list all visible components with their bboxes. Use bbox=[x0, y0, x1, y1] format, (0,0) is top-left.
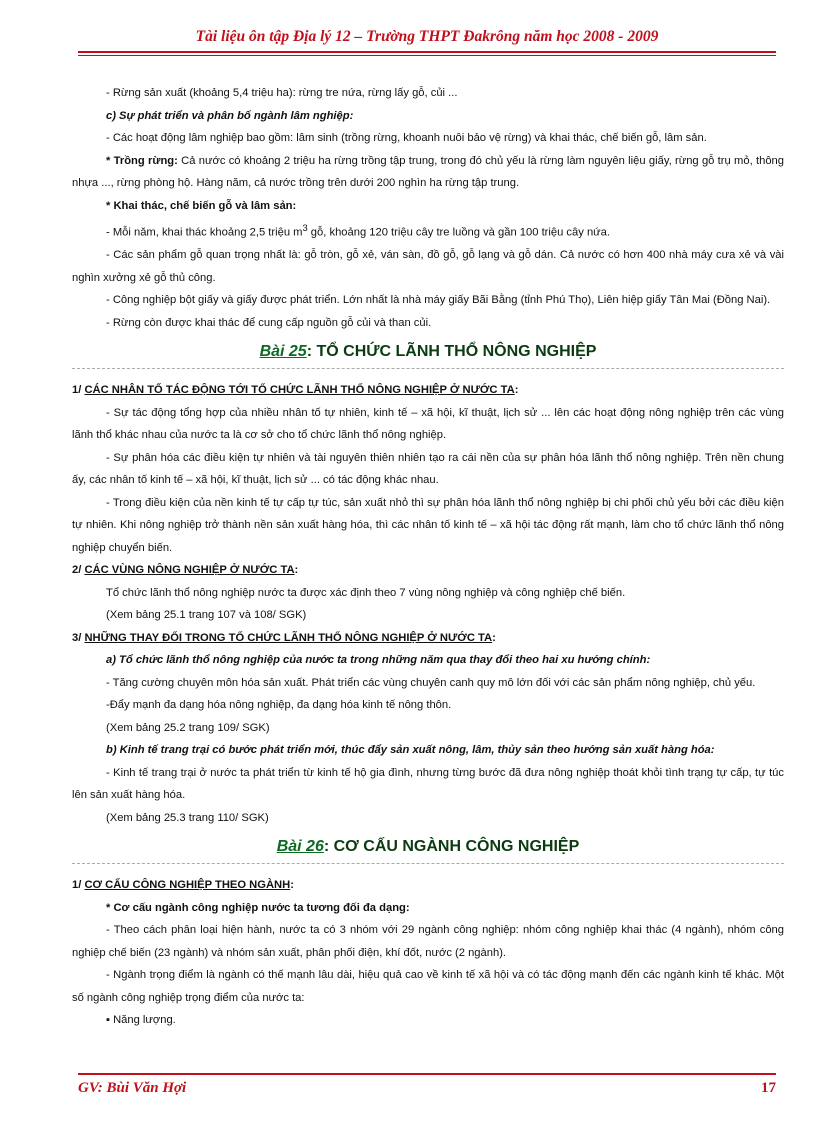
footer-rule bbox=[78, 1073, 776, 1075]
section-colon: : bbox=[492, 631, 496, 644]
divider bbox=[72, 863, 784, 864]
paragraph: - Kinh tế trang trại ở nước ta phát triển từ kinh tế hộ gia đình, nhưng từng bước đã đưa nông nghiệp thoát khỏi tình trạng tự cấp, tự túc lên sản xuất hàng hóa. bbox=[72, 766, 784, 802]
section-heading bbox=[72, 627, 784, 650]
paragraph: -Đẩy mạnh đa dạng hóa nông nghiệp, đa dạng hóa kinh tế nông thôn. bbox=[106, 699, 452, 712]
paragraph: - Ngành trọng điểm là ngành có thế mạnh lâu dài, hiệu quả cao về kinh tế xã hội và có tác động mạnh đến các ngành kinh tế khác. Một số ngành công nghiệp trọng điểm của nước ta: bbox=[72, 969, 784, 1004]
section-colon: : bbox=[294, 564, 299, 577]
section-title: NHỮNG THAY ĐỔI TRONG TỔ CHỨC LÃNH THỔ NÔNG NGHIỆP Ở NƯỚC TA bbox=[84, 631, 493, 644]
paragraph-text: gỗ, khoảng 120 triệu cây tre luồng và gần 100 triệu cây nứa. bbox=[307, 226, 610, 239]
bullet-item: ▪ Năng lượng. bbox=[106, 1014, 176, 1027]
paragraph: (Xem bảng 25.3 trang 110/ SGK) bbox=[106, 811, 269, 824]
section-number: 2/ bbox=[72, 564, 85, 577]
paragraph: - Rừng sản xuất (khoảng 5,4 triệu ha): rừng tre nứa, rừng lấy gỗ, củi ... bbox=[106, 87, 458, 99]
paragraph-text: - Mỗi năm, khai thác khoảng 2,5 triệu m bbox=[106, 226, 303, 239]
section-heading bbox=[72, 559, 784, 582]
paragraph: - Tăng cường chuyên môn hóa sản xuất. Phát triển các vùng chuyên canh quy mô lớn đối với các sản phẩm nông nghiệp, chủ yếu. bbox=[106, 676, 756, 689]
superscript: 3 bbox=[302, 223, 308, 233]
paragraph: - Trong điều kiện của nền kinh tế tự cấp tự túc, sản xuất nhỏ thì sự phân hóa lãnh thổ nông nghiệp bị chi phối chủ yếu bởi các điều kiện tự nhiên. Khi nông nghiệp trở thành nền sản xuất hàng hóa, thì các nhân tố kinh tế – xã hội tác động rất mạnh, làm cho tổ chức lãnh thổ nông nghiệp chuyển biến. bbox=[72, 496, 784, 554]
page-content bbox=[72, 82, 784, 1032]
section-heading bbox=[72, 379, 784, 402]
section-number: 3/ bbox=[72, 631, 85, 644]
subheading: * Cơ cấu ngành công nghiệp nước ta tương đối đa dạng: bbox=[106, 901, 410, 914]
paragraph bbox=[72, 217, 784, 244]
paragraph: - Rừng còn được khai thác để cung cấp nguồn gỗ củi và than củi. bbox=[106, 316, 432, 329]
lesson-number: Bài 26 bbox=[276, 838, 324, 856]
subheading: * Khai thác, chế biến gỗ và lâm sản: bbox=[106, 199, 297, 212]
lesson-title-25 bbox=[72, 340, 784, 364]
subheading: c) Sự phát triển và phân bố ngành lâm nghiệp: bbox=[106, 109, 354, 122]
section-number: 1/ bbox=[72, 879, 85, 892]
page-number: 17 bbox=[761, 1080, 776, 1096]
section-title: CÁC VÙNG NÔNG NGHIỆP Ở NƯỚC TA bbox=[84, 564, 295, 577]
section-colon: : bbox=[514, 384, 519, 397]
section-title: CƠ CẤU CÔNG NGHIỆP THEO NGÀNH bbox=[84, 879, 291, 892]
lesson-name: : TỔ CHỨC LÃNH THỔ NÔNG NGHIỆP bbox=[306, 343, 597, 361]
paragraph: - Theo cách phân loại hiện hành, nước ta có 3 nhóm với 29 ngành công nghiệp: nhóm công nghiệp khai thác (4 ngành), nhóm công nghiệp chế biến (23 ngành) và nhóm sản xuất, phân phối điện, khí đốt, nước (2 ngành). bbox=[72, 924, 784, 959]
subheading: a) Tổ chức lãnh thổ nông nghiệp của nước ta trong những năm qua thay đổi theo hai xu hướng chính: bbox=[106, 654, 651, 667]
section-colon: : bbox=[290, 879, 294, 892]
section-heading bbox=[72, 874, 784, 897]
section-number: 1/ bbox=[72, 384, 85, 397]
footer-teacher: GV: Bùi Văn Hợi bbox=[78, 1080, 187, 1096]
header-rule bbox=[78, 51, 776, 53]
paragraph: - Các sản phẩm gỗ quan trọng nhất là: gỗ tròn, gỗ xẻ, ván sàn, đồ gỗ, gỗ lạng và gỗ dán. Cả nước có hơn 400 nhà máy cưa xẻ và vài nghìn xưởng xẻ gỗ thủ công. bbox=[72, 249, 784, 284]
paragraph: - Công nghiệp bột giấy và giấy được phát triển. Lớn nhất là nhà máy giấy Bãi Bằng (tỉnh Phú Thọ), Liên hiệp giấy Tân Mai (Đồng Nai). bbox=[106, 294, 771, 307]
divider bbox=[72, 368, 784, 369]
lesson-name: : CƠ CẤU NGÀNH CÔNG NGHIỆP bbox=[323, 838, 580, 856]
paragraph: (Xem bảng 25.2 trang 109/ SGK) bbox=[106, 721, 270, 734]
lesson-title-26 bbox=[72, 835, 784, 859]
header-rule-thin bbox=[78, 55, 776, 56]
paragraph: - Sự tác động tổng hợp của nhiều nhân tố tự nhiên, kinh tế – xã hội, kĩ thuật, lịch sử ... lên các hoạt động nông nghiệp trên các vùng lãnh thổ khác nhau của nước ta là cơ sở cho tổ chức lãnh thổ nông nghiệp. bbox=[72, 406, 784, 442]
paragraph-text: Cả nước có khoảng 2 triệu ha rừng trồng tập trung, trong đó chủ yếu là rừng làm nguyên liệu giấy, rừng gỗ trụ mỏ, thông nhựa ..., rừng phòng hộ. Hàng năm, cả nước trồng trên dưới 200 nghìn ha rừng tập trung. bbox=[72, 154, 784, 189]
page-header: Tài liệu ôn tập Địa lý 12 – Trường THPT Đakrông năm học 2008 - 2009 bbox=[195, 28, 659, 45]
paragraph: (Xem bảng 25.1 trang 107 và 108/ SGK) bbox=[106, 609, 307, 622]
section-title: CÁC NHÂN TỐ TÁC ĐỘNG TỚI TỔ CHỨC LÃNH THỔ NÔNG NGHIỆP Ở NƯỚC TA bbox=[84, 384, 515, 397]
bold-label: * Trồng rừng: bbox=[106, 154, 178, 167]
paragraph: Tổ chức lãnh thổ nông nghiệp nước ta được xác định theo 7 vùng nông nghiệp và công nghiệp chế biến. bbox=[106, 586, 626, 599]
subheading: b) Kinh tế trang trại có bước phát triển mới, thúc đẩy sản xuất nông, lâm, thủy sản theo hướng sản xuất hàng hóa: bbox=[106, 744, 715, 757]
lesson-number: Bài 25 bbox=[259, 343, 307, 361]
paragraph: - Các hoạt động lâm nghiệp bao gồm: lâm sinh (trồng rừng, khoanh nuôi bảo vệ rừng) và khai thác, chế biến gỗ, lâm sản. bbox=[106, 132, 707, 144]
paragraph bbox=[72, 150, 784, 195]
paragraph: - Sự phân hóa các điều kiện tự nhiên và tài nguyên thiên nhiên tạo ra cái nền của sự phân hóa lãnh thổ nông nghiệp. Trên nền chung ấy, các nhân tố kinh tế – xã hội, kĩ thuật, lịch sử ... có tác động khác nhau. bbox=[72, 451, 784, 487]
